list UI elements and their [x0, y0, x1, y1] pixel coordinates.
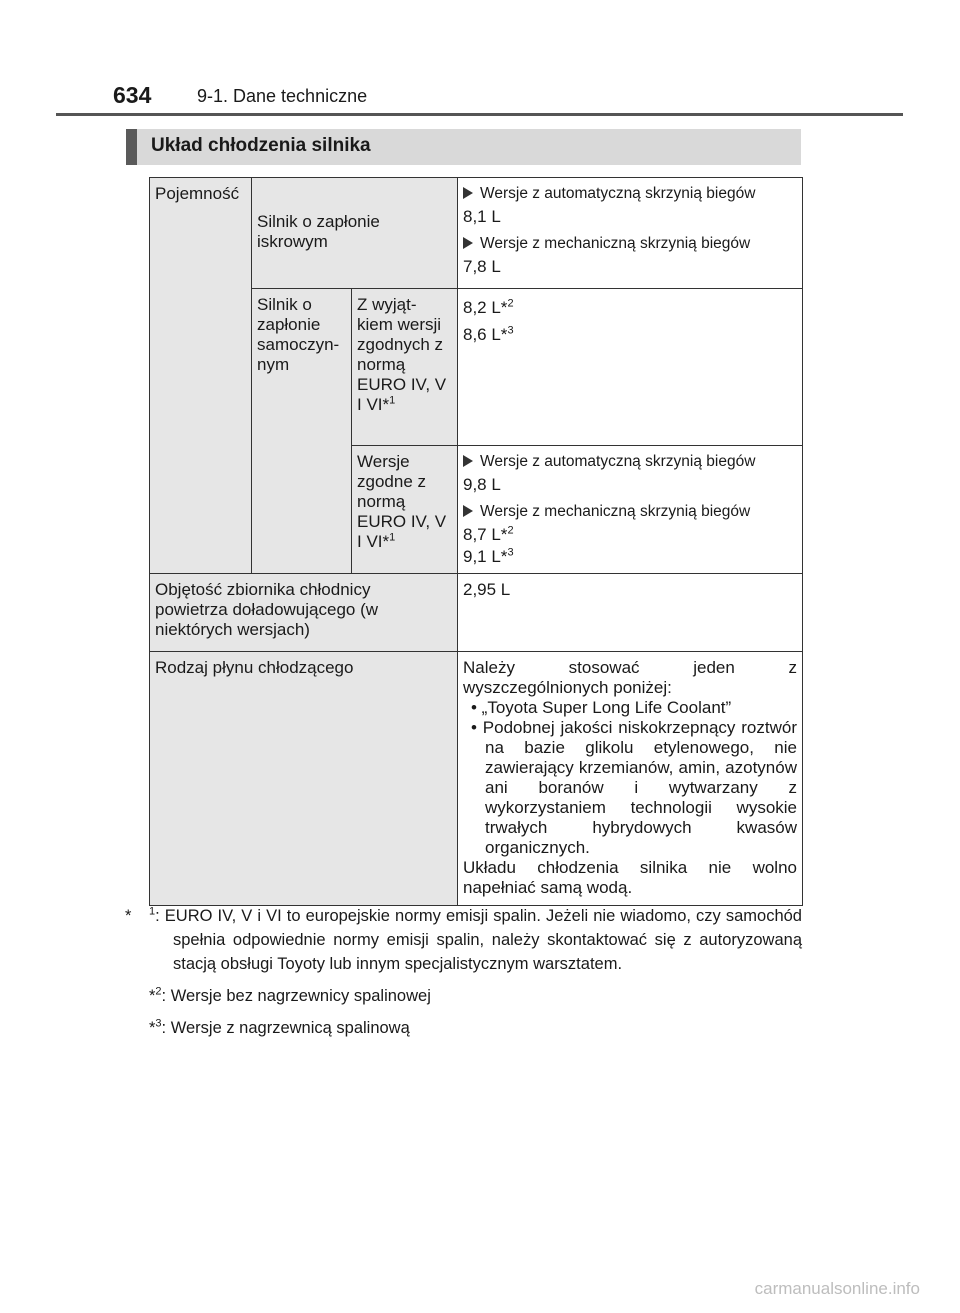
diesel-euro-manual-value-a: 8,7 L*$^2$ — [463, 524, 514, 544]
footnote-1: * $^1$: EURO IV, V i VI to europejskie normy emisji spalin. Jeżeli nie wiadomo, czy samochód spełnia odpowiednie normy emisji spalin, należy skontaktować się z autoryzowaną stacją obsługi Toyoty lub innym specjalistycznym warsztatem. — [125, 905, 802, 973]
coolant-warning: Układu chłodzenia silnika nie wolno napełniać samą wodą. — [463, 858, 797, 897]
capacity-label: Pojemność — [155, 184, 240, 203]
watermark: carmanualsonline.info — [754, 1279, 920, 1298]
capacity-label-cell — [150, 178, 252, 574]
petrol-manual-condition: Wersje z mechaniczną skrzynią biegów — [463, 234, 797, 254]
header-rule — [56, 113, 903, 116]
arrow-right-icon — [463, 237, 473, 249]
diesel-non-euro-capacity-cell — [458, 289, 803, 446]
diesel-euro-manual-condition: Wersje z mechaniczną skrzynią biegów — [463, 502, 797, 522]
coolant-type-label-cell — [150, 652, 458, 906]
coolant-spec-table — [149, 177, 803, 906]
section-heading — [126, 129, 801, 165]
petrol-engine-cell — [252, 178, 458, 289]
section-title: Układ chłodzenia silnika — [151, 135, 371, 156]
diesel-engine-cell — [252, 289, 352, 574]
coolant-type-cell — [458, 652, 803, 906]
chapter-title: 9-1. Dane techniczne — [197, 86, 368, 106]
petrol-manual-value: 7,8 L — [463, 257, 501, 276]
intercooler-label-cell — [150, 574, 458, 652]
diesel-non-euro-value-b: 8,6 L*$^3$ — [463, 324, 514, 344]
section-heading-bar — [126, 129, 137, 165]
page-number: 634 — [113, 82, 152, 108]
petrol-engine-label: Silnik o zapłonie iskrowym — [257, 212, 380, 251]
diesel-euro-auto-condition: Wersje z automatyczną skrzynią biegów — [463, 452, 797, 472]
diesel-engine-label: Silnik o zapłonie samoczyn-nym — [257, 295, 340, 374]
petrol-auto-condition: Wersje z automatyczną skrzynią biegów — [463, 184, 797, 204]
intercooler-value-cell — [458, 574, 803, 652]
page-header — [113, 82, 903, 112]
diesel-euro-capacity-cell — [458, 446, 803, 574]
arrow-right-icon — [463, 187, 473, 199]
coolant-intro: Należy stosować jeden z wyszczególnionych poniżej: — [463, 658, 797, 697]
intercooler-label: Objętość zbiornika chłodnicy powietrza doładowującego (w niektórych wersjach) — [155, 580, 379, 639]
petrol-capacity-cell — [458, 178, 803, 289]
diesel-euro-manual-value-b: 9,1 L*$^3$ — [463, 546, 514, 566]
coolant-option-2: • Podobnej jakości niskokrzepnący roztwór na bazie glikolu etylenowego, nie zawierający krzemianów, amin, azotynów ani boranów i wytwarzany z wykorzystaniem technologii wysokie trwałych hybrydowych kwasów organicznych. — [471, 718, 797, 857]
arrow-right-icon — [463, 455, 473, 467]
diesel-euro-label: Wersje zgodne z normą EURO IV, V I VI*$^1$ — [357, 452, 447, 551]
diesel-euro-cell — [352, 446, 458, 574]
intercooler-value: 2,95 L — [463, 580, 511, 599]
footnotes — [125, 904, 802, 1048]
diesel-non-euro-value-a: 8,2 L*$^2$ — [463, 297, 514, 317]
diesel-non-euro-label: Z wyjąt-kiem wersji zgodnych z normą EURO IV, V I VI*$^1$ — [357, 295, 447, 414]
coolant-option-1: • „Toyota Super Long Life Coolant” — [471, 698, 732, 717]
coolant-type-label: Rodzaj płynu chłodzącego — [155, 658, 354, 677]
diesel-euro-auto-value: 9,8 L — [463, 475, 501, 494]
footnote-3: *$^3$: Wersje z nagrzewnicą spalinową — [149, 1017, 410, 1037]
footnote-2: *$^2$: Wersje bez nagrzewnicy spalinowej — [149, 985, 431, 1005]
petrol-auto-value: 8,1 L — [463, 207, 501, 226]
diesel-non-euro-cell — [352, 289, 458, 446]
arrow-right-icon — [463, 505, 473, 517]
